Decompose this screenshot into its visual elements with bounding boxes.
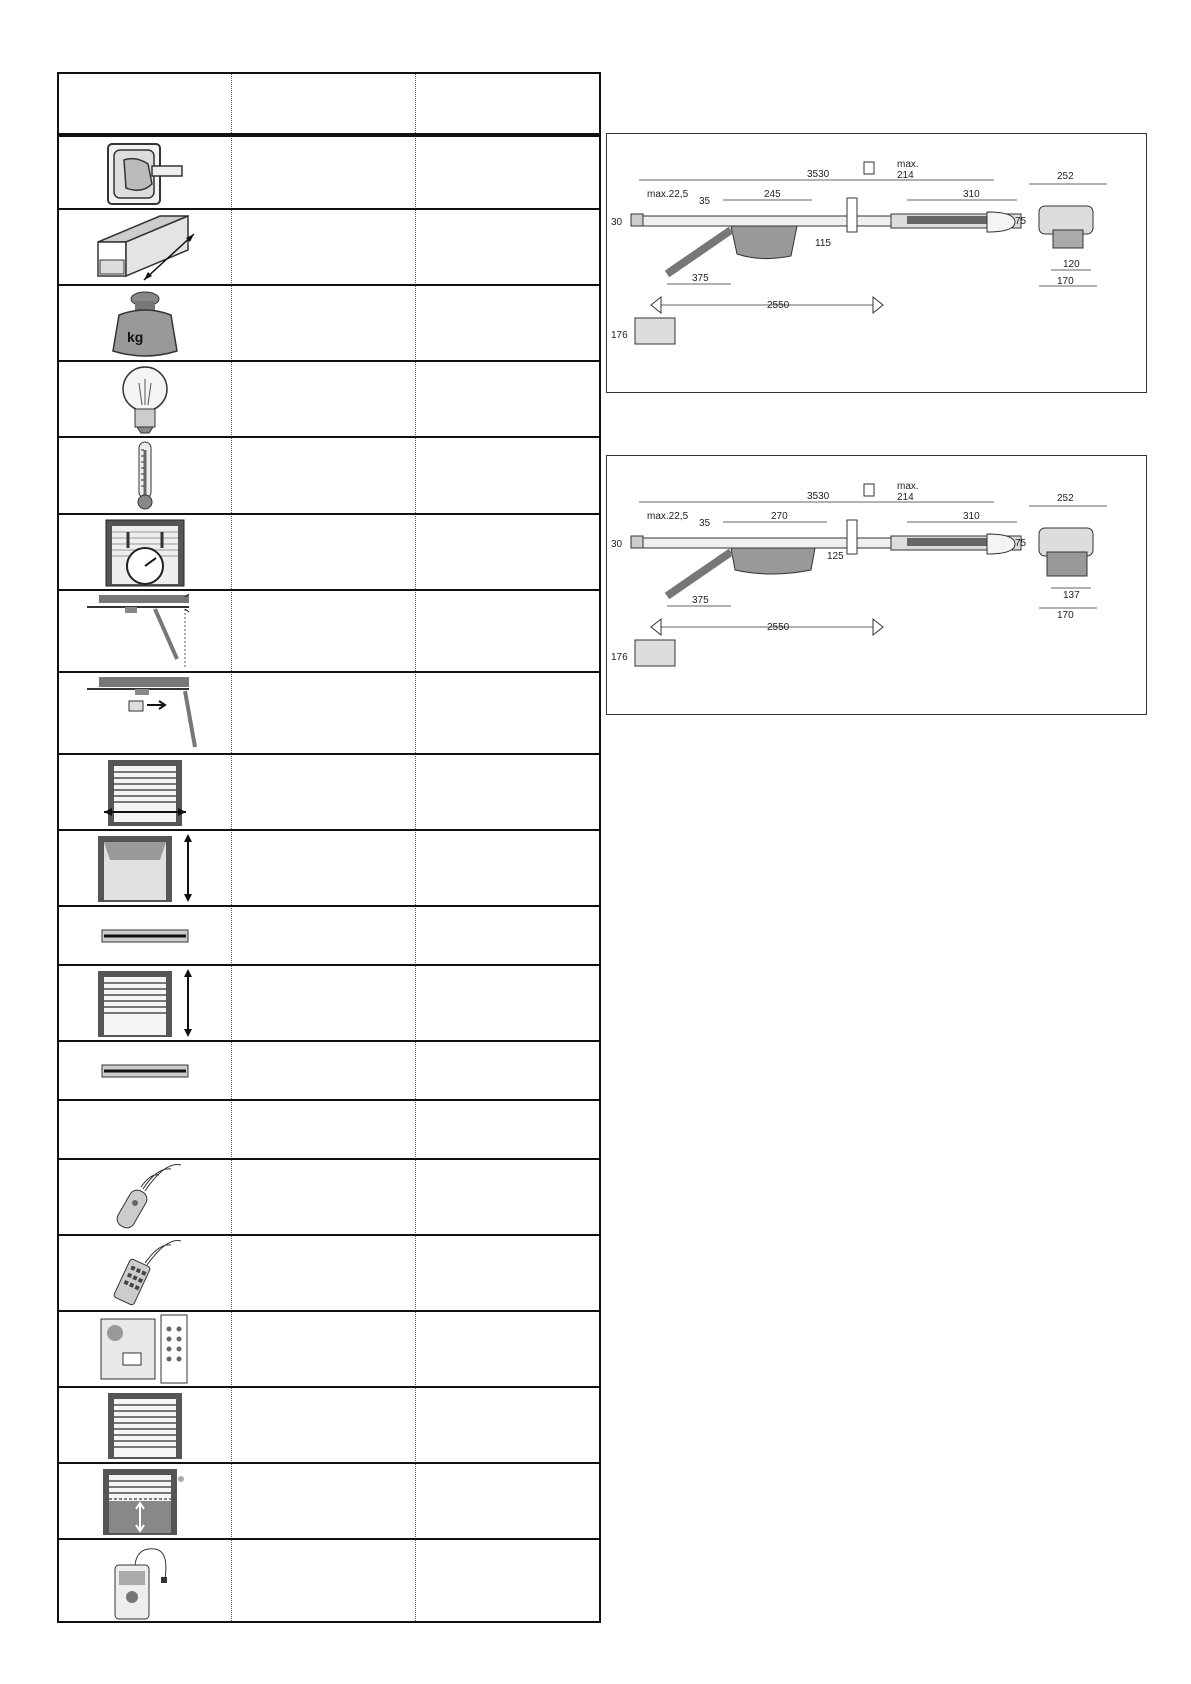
- dim-offset: max.22,5: [647, 511, 689, 522]
- dim-252: 252: [1057, 493, 1074, 504]
- dim-35: 35: [699, 518, 711, 529]
- spec-table: [57, 72, 601, 1623]
- weight-kg-icon: [59, 286, 231, 360]
- door-light-barrier-icon: [59, 1464, 231, 1538]
- dim-max-value: 214: [897, 170, 914, 181]
- keypad-transmitter-icon: [59, 1236, 231, 1310]
- dim-total: 3530: [807, 169, 830, 180]
- rail-length-icon: [59, 210, 231, 284]
- wall-control-icon: [59, 1312, 231, 1386]
- dimension-drawing-1: [606, 133, 1147, 393]
- table-row: [59, 1310, 599, 1386]
- dim-max-label: max.: [897, 481, 919, 492]
- dim-tail: 310: [963, 511, 980, 522]
- dim-176: 176: [611, 330, 628, 341]
- dim-tail: 310: [963, 189, 980, 200]
- dim-offset: max.22,5: [647, 189, 689, 200]
- table-row: [59, 1099, 599, 1158]
- table-row: [59, 964, 599, 1040]
- thermometer-icon: [59, 438, 231, 513]
- table-row: [59, 671, 599, 753]
- power-plug-icon: [59, 137, 231, 209]
- dim-252: 252: [1057, 171, 1074, 182]
- door-height-icon: [59, 831, 231, 905]
- dim-170: 170: [1057, 276, 1074, 287]
- closed-door-icon: [59, 1388, 231, 1462]
- dim-max-label: max.: [897, 159, 919, 170]
- table-row: [59, 1040, 599, 1099]
- door-speed-gauge-icon: [59, 515, 231, 589]
- ceiling-clearance-icon: [59, 591, 231, 671]
- dim-travel: 2550: [767, 300, 790, 311]
- dim-137: 137: [1063, 590, 1080, 601]
- dim-arm: 375: [692, 595, 709, 606]
- sectional-door-height-icon: [59, 966, 231, 1040]
- light-bulb-icon: [59, 362, 231, 436]
- ceiling-mount-icon: [59, 673, 231, 753]
- dim-125: 125: [827, 551, 844, 562]
- dim-75: 75: [1015, 538, 1027, 549]
- dim-120: 120: [1063, 259, 1080, 270]
- dim-total: 3530: [807, 491, 830, 502]
- dim-115: 115: [815, 238, 831, 249]
- rail-profile-icon: [59, 907, 231, 964]
- table-row: [59, 589, 599, 671]
- handheld-terminal-icon: [59, 1540, 231, 1625]
- door-width-icon: [59, 755, 231, 829]
- hand-transmitter-icon: [59, 1160, 231, 1234]
- dim-max-value: 214: [897, 492, 914, 503]
- weight-label: kg: [127, 329, 144, 345]
- table-row: [59, 905, 599, 964]
- dim-176: 176: [611, 652, 628, 663]
- table-row: [59, 436, 599, 513]
- dim-35: 35: [699, 196, 711, 207]
- dim-travel: 2550: [767, 622, 790, 633]
- dim-75: 75: [1015, 216, 1027, 227]
- rail-profile-icon-2: [59, 1042, 231, 1099]
- dim-motor: 270: [771, 511, 788, 522]
- table-row: [59, 133, 599, 209]
- dimension-drawing-2: [606, 455, 1147, 715]
- table-row: [59, 1234, 599, 1310]
- table-row: [59, 360, 599, 436]
- table-row: [59, 1462, 599, 1538]
- table-row: [59, 753, 599, 829]
- dim-arm: 375: [692, 273, 709, 284]
- table-row: [59, 1538, 599, 1625]
- dim-30: 30: [611, 539, 623, 550]
- table-row: [59, 208, 599, 284]
- table-row: [59, 284, 599, 360]
- table-row: [59, 513, 599, 589]
- table-row: [59, 1386, 599, 1462]
- table-row: [59, 1158, 599, 1234]
- dim-motor: 245: [764, 189, 781, 200]
- dim-170: 170: [1057, 610, 1074, 621]
- dim-30: 30: [611, 217, 623, 228]
- table-row: [59, 829, 599, 905]
